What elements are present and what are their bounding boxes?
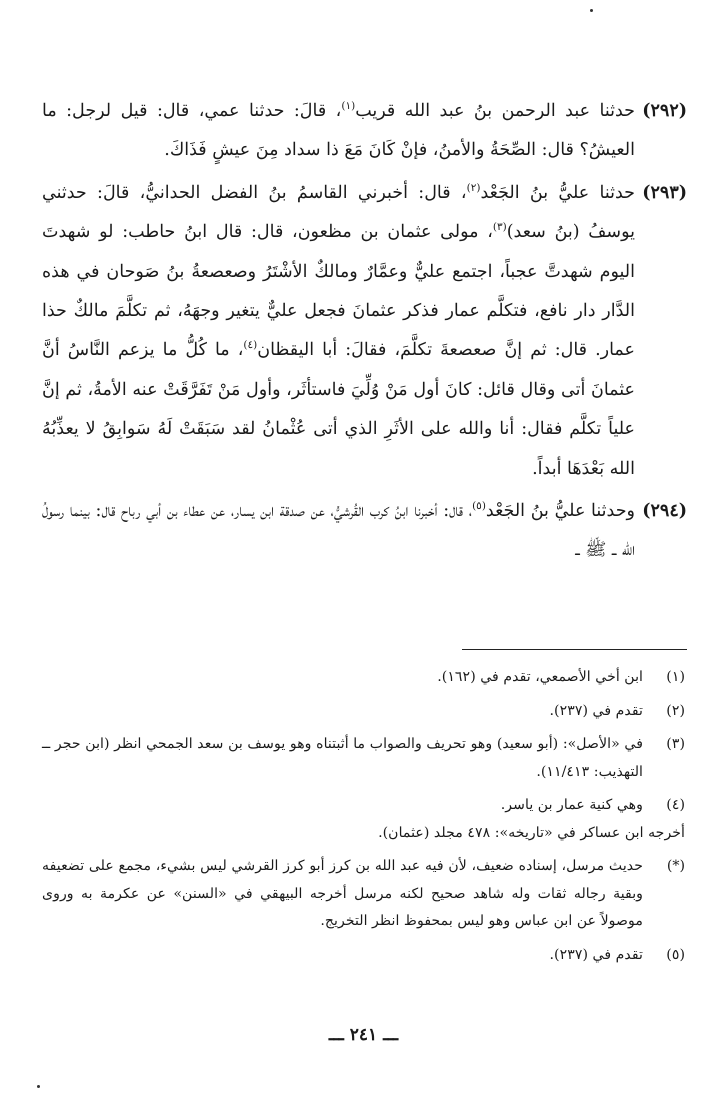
footnote-text: تقدم في (٢٣٧). — [549, 702, 643, 719]
paragraph-text: ، مولى عثمان بن مظعون، قال: قال ابنُ حاطب: لو شهدتَ اليوم شهدتَّ عجباً، اجتمع عليٌّ وعمَّارٌ ومالكٌ الأشْتَرُ وصعصعةُ بنُ صَوحان في هذه الدَّار دار نافع، فتكلَّم عمار فذكر عثمانَ فجعل عليٌّ يتغير وجهَهُ، ثم تكلَّمَ مالكٌ حذا عمار. قال: ثم إنَّ صعصعةَ تكلَّمَ، فقالَ: أبا اليقظان — [42, 222, 635, 361]
paragraph-text: حدثنا عليُّ بنُ الجَعْد — [480, 182, 635, 203]
footnote-item — [42, 792, 685, 820]
footnote-item — [42, 942, 685, 970]
paragraph-text: ، قالَ: حدثنا عمي، قال: قيل لرجل: ما العيشُ؟ قال: الصِّحَةُ والأمنُ، فإنْ كَانَ مَعَ ذا سداد مِنَ عيشٍ فَذَاكَ. — [42, 101, 635, 161]
footnote-marker: (٥) — [472, 500, 486, 513]
footnote-marker: (١) — [341, 100, 356, 113]
speck-mark — [590, 9, 593, 12]
footnote-text: ابن أخي الأصمعي، تقدم في (١٦٢). — [437, 669, 643, 685]
speck-mark — [37, 1085, 40, 1088]
paragraph-294 — [42, 492, 687, 571]
footnote-marker: (٤) — [243, 339, 258, 352]
paragraph-text: ، ما كُلُّ ما يزعم النَّاسُ أنَّ عثمانَ أتى وقال قائل: كانَ أول مَنْ وُلِّيَ فاستأثَر، وأول مَنْ تَفَرَّقَتْ عنه الأمةُ، ثم إنَّ علياً تكلَّم فقال: أنا والله على الأثَرِ الذي أتى عُثْمانُ لقد سَبَقَتْ لَهُ سَوابِقُ لا يعذِّبُهُ الله بَعْدَهَا أبداً. — [42, 340, 635, 479]
paragraph-292 — [42, 92, 687, 171]
footnote-separator — [462, 649, 687, 650]
footnotes — [42, 664, 685, 975]
paragraph-number: (٢٩٣) — [642, 182, 687, 203]
footnote-text: وهي كنية عمار بن ياسر. — [500, 797, 643, 813]
paragraph-text: ، قال: أخبرني القاسمُ بنُ الفضل الحدانيُّ، قالَ: حدثني يوسفُ (بنُ سعد) — [42, 182, 635, 243]
footnote-item — [42, 731, 685, 786]
paragraph-number: (٢٩٢) — [642, 101, 687, 121]
paragraph-text: وحدثنا عليُّ بنُ الجَعْد — [485, 501, 635, 522]
main-text — [42, 92, 687, 574]
footnote-number: (٤) — [666, 797, 685, 813]
footnote-item — [42, 664, 685, 692]
footnote-number: (١) — [666, 669, 685, 685]
footnote-number: (٥) — [666, 946, 685, 963]
paragraph-text: ، قال: أخبرنا ابنُ كرب القُرشيُّ، عن صدقة ابن يسار، عن عطاء بن أبي رباح قال: بينما رسولُ الله ــ ﷺ ــ — [42, 501, 635, 561]
paragraph-text: حدثنا عبد الرحمن بنُ عبد الله قريب — [355, 101, 635, 121]
footnote-extra-line: أخرجه ابن عساكر في «تاريخه»: ٤٧٨ مجلد (عثمان). — [378, 824, 685, 841]
footnote-marker: (٢) — [466, 181, 481, 194]
paragraph-293 — [42, 174, 687, 489]
footnote-text: تقدم في (٢٣٧). — [549, 946, 643, 963]
footnote-number: (٢) — [666, 702, 685, 719]
footnote-number: (*) — [666, 858, 685, 874]
footnote-marker: (٣) — [492, 221, 507, 234]
page-number: ـــ ٢٤١ ـــ — [328, 1025, 399, 1045]
footnote-item — [42, 853, 685, 936]
footnote-text: حديث مرسل، إسناده ضعيف، لأن فيه عبد الله بن كرز أبو كرز القرشي ليس بشيء، مجمع على تضعيفه وبقية رجاله ثقات وله شاهد صحيح لكنه مرسل أخرجه البيهقي في «السنن» عن عكرمة به وروى موصولاً عن ابن عباس وهو ليس بمحفوظ انظر التخريج. — [42, 858, 643, 929]
footnote-item — [42, 698, 685, 726]
paragraph-number: (٢٩٤) — [642, 501, 687, 522]
footnote-text: في «الأصل»: (أبو سعيد) وهو تحريف والصواب ما أثبتناه وهو يوسف بن سعد الجمحي انظر (ابن حجر ــ التهذيب: ١١/٤١٣). — [42, 736, 643, 780]
footnote-number: (٣) — [666, 736, 685, 752]
